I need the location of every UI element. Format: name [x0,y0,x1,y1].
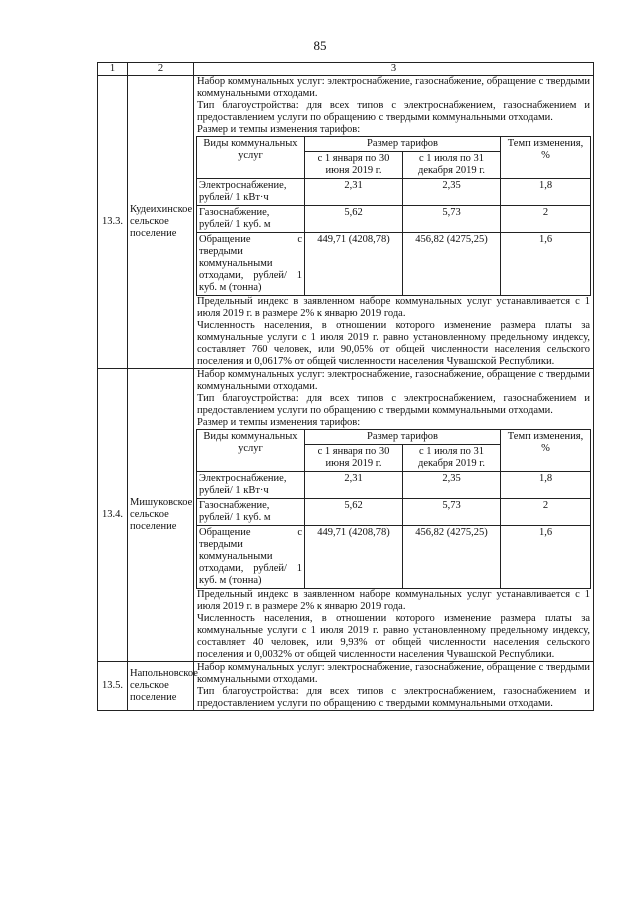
services-set: Набор коммунальных услуг: электроснабжение, газоснабжение, обращение с твердыми коммунальными отходами. [197,76,590,99]
tariff-title: Размер и темпы изменения тарифов: [197,124,361,135]
entry-number: 13.3. [98,76,128,369]
page-number: 85 [313,38,327,53]
tariff-value-2: 2,35 [403,472,501,499]
improvement-type: Тип благоустройства: для всех типов с электроснабжением, газоснабжением и предоставлением услуги по обращению с твердыми коммунальными отходами. [197,393,590,416]
col-period-2: с 1 июля по 31 декабря 2019 г. [403,445,501,472]
tariff-row [197,233,591,296]
tariff-subtable [196,429,591,589]
rate-value: 1,6 [501,526,591,589]
tariff-subtable [196,136,591,296]
population-text: Численность населения, в отношении которого изменение размера платы за коммунальные услуги с 1 июля 2019 г. равно установленному предельному индексу, составляет 40 человек, или 9,93% от общей численности населения сельского поселения и 0,0032% от общей численности населения Чувашской Республики. [197,613,590,660]
tariff-value-1: 449,71 (4208,78) [305,233,403,296]
col-period-1: с 1 января по 30 июня 2019 г. [305,152,403,179]
tariff-row [197,206,591,233]
tariff-row [197,526,591,589]
col-rate: Темп изменения, % [501,430,591,472]
header-row [98,63,594,76]
tariff-value-2: 456,82 (4275,25) [403,233,501,296]
rate-value: 1,8 [501,472,591,499]
tariff-row [197,472,591,499]
entry-content [194,76,594,369]
entry-number: 13.4. [98,369,128,662]
index-text: Предельный индекс в заявленном наборе коммунальных услуг устанавливается с 1 июля 2019 г. в размере 2% к январю 2019 года. [197,589,590,612]
entry-row [98,369,594,662]
entry-row [98,662,594,711]
entry-content [194,369,594,662]
rate-value: 1,8 [501,179,591,206]
col-services: Виды коммунальных услуг [197,137,305,179]
settlement-name: Напольновское сельское поселение [128,662,194,711]
tariff-value-2: 5,73 [403,499,501,526]
tariff-value-2: 2,35 [403,179,501,206]
tariff-title: Размер и темпы изменения тарифов: [197,417,361,428]
tariff-row [197,499,591,526]
rate-value: 2 [501,206,591,233]
settlement-name: Мишуковское сельское поселение [128,369,194,662]
tariff-table [97,62,594,711]
service-name: Обращение с твердыми коммунальными отходами, рублей/ 1 куб. м (тонна) [197,526,305,589]
service-name: Обращение с твердыми коммунальными отходами, рублей/ 1 куб. м (тонна) [197,233,305,296]
tariff-value-1: 5,62 [305,499,403,526]
col-period-2: с 1 июля по 31 декабря 2019 г. [403,152,501,179]
improvement-type: Тип благоустройства: для всех типов с электроснабжением, газоснабжением и предоставлением услуги по обращению с твердыми коммунальными отходами. [197,100,590,123]
population-text: Численность населения, в отношении которого изменение размера платы за коммунальные услуги с 1 июля 2019 г. равно установленному предельному индексу, составляет 760 человек, или 90,05% от общей численности населения сельского поселения и 0,0617% от общей численности населения Чувашской Республики. [197,320,590,367]
tariff-value-1: 449,71 (4208,78) [305,526,403,589]
header-col-3: 3 [194,63,594,76]
services-set: Набор коммунальных услуг: электроснабжение, газоснабжение, обращение с твердыми коммунальными отходами. [197,662,590,685]
col-services: Виды коммунальных услуг [197,430,305,472]
rate-value: 2 [501,499,591,526]
service-name: Газоснабжение, рублей/ 1 куб. м [197,206,305,233]
entry-row [98,76,594,369]
tariff-value-1: 5,62 [305,206,403,233]
entry-number: 13.5. [98,662,128,711]
col-tariff: Размер тарифов [305,430,501,445]
rate-value: 1,6 [501,233,591,296]
service-name: Газоснабжение, рублей/ 1 куб. м [197,499,305,526]
header-col-1: 1 [98,63,128,76]
index-text: Предельный индекс в заявленном наборе коммунальных услуг устанавливается с 1 июля 2019 г. в размере 2% к январю 2019 года. [197,296,590,319]
tariff-row [197,179,591,206]
header-col-2: 2 [128,63,194,76]
tariff-value-1: 2,31 [305,472,403,499]
service-name: Электроснабжение, рублей/ 1 кВт·ч [197,472,305,499]
col-period-1: с 1 января по 30 июня 2019 г. [305,445,403,472]
col-rate: Темп изменения, % [501,137,591,179]
tariff-value-2: 456,82 (4275,25) [403,526,501,589]
tariff-value-1: 2,31 [305,179,403,206]
service-name: Электроснабжение, рублей/ 1 кВт·ч [197,179,305,206]
tariff-value-2: 5,73 [403,206,501,233]
services-set: Набор коммунальных услуг: электроснабжение, газоснабжение, обращение с твердыми коммунальными отходами. [197,369,590,392]
col-tariff: Размер тарифов [305,137,501,152]
improvement-type: Тип благоустройства: для всех типов с электроснабжением, газоснабжением и предоставлением услуги по обращению с твердыми коммунальными отходами. [197,686,590,709]
settlement-name: Кудеихинское сельское поселение [128,76,194,369]
entry-content [194,662,594,711]
